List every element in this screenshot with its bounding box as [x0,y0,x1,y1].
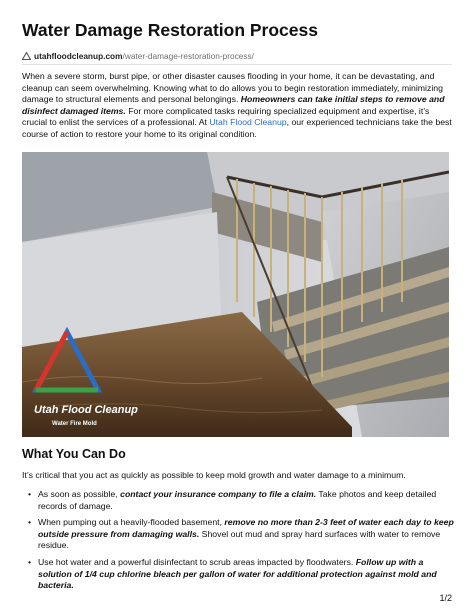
bullet-icon: • [28,489,32,499]
list-item-emphasis: Follow up with a solution of 1/4 cup chlorine bleach per gallon of water for additional protection against mold and bacteria. [38,556,437,591]
list-item-emphasis: remove no more than 2-3 feet of water each day to keep outside pressure from damaging walls. [38,517,454,539]
logo-name: Utah Flood Cleanup [34,404,138,416]
list-item [22,489,454,512]
link-triangle-icon [22,52,31,60]
list-item-emphasis: contact your insurance company to file a claim. [120,489,317,499]
list-item-text: As soon as possible, [38,489,121,499]
intro-paragraph [22,71,454,141]
section-heading: What You Can Do [22,447,126,461]
source-line [22,51,254,61]
list-item [22,517,454,552]
intro-text-1: When a severe storm, burst pipe, or other disaster causes flooding in your home, it can be devastating, and cleanup can seem overwhelming. Knowing what to do allows you to begin restoration immediately, minimizing damage to structural elements and personal belongings. [22,71,443,105]
bullet-icon: • [28,556,32,567]
list-item-text: Use hot water and a powerful disinfectant to scrub areas impacted by floodwaters. [38,556,356,567]
page-title: Water Damage Restoration Process [22,20,318,40]
intro-text-4: , our experienced technicians take the best course of action to restore your home to its original condition. [22,117,452,139]
source-domain: utahfloodcleanup.com [34,51,123,61]
bullet-icon: • [28,517,32,528]
page-number: 1/2 [439,593,452,603]
list-item [22,557,454,592]
header-divider [22,64,452,65]
flooded-staircase-photo [22,152,449,437]
action-list [22,489,454,597]
intro-text-3: For more complicated tasks requiring specialized equipment and expertise, it’s crucial to enlist the services of a professional. At [22,105,430,128]
list-item-text: Take photos and keep detailed records of damage. [38,489,437,511]
source-link[interactable] [34,51,254,61]
intro-emphasis: Homeowners can take initial steps to remove and disinfect damaged items. [22,94,445,116]
logo-tagline: Water Fire Mold [52,421,97,427]
list-item-text: When pumping out a heavily-flooded basement, [38,517,225,528]
section-intro: It’s critical that you act as quickly as possible to keep mold growth and water damage to a minimum. [22,470,406,480]
source-path: /water-damage-restoration-process/ [122,51,254,61]
utah-flood-cleanup-link[interactable]: Utah Flood Cleanup [209,117,287,128]
list-item-text: Shovel out mud and spray hard surfaces with water to remove residue. [38,528,441,551]
